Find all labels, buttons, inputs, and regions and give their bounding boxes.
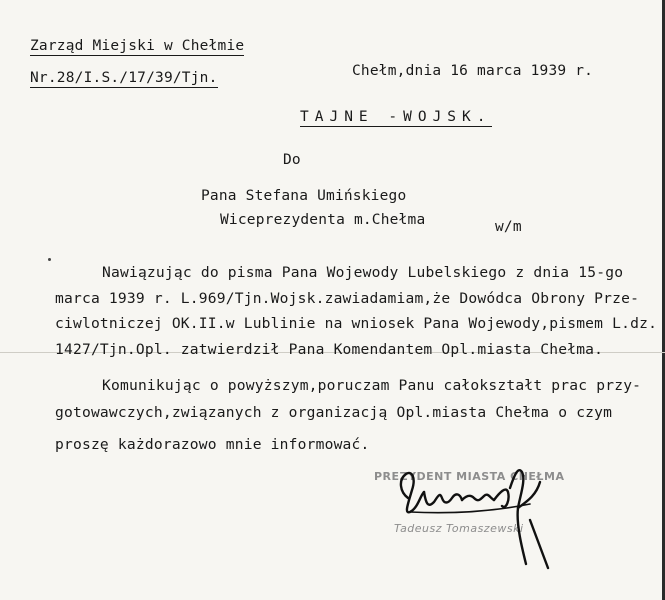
body-line: Komunikując o powyższym,poruczam Panu całokształt prac przy- [102, 377, 642, 394]
body-line: Nawiązując do pisma Pana Wojewody Lubelskiego z dnia 15-go [102, 264, 624, 281]
stamp-line-office: PREZYDENT MIASTA CHEŁMA [374, 470, 565, 483]
stamp-line-name: Tadeusz Tomaszewski [394, 522, 524, 535]
body-line: 1427/Tjn.Opl. zatwierdził Pana Komendantem Opl.miasta Chełma. [55, 341, 604, 358]
handwritten-signature [390, 452, 560, 582]
body-line: proszę każdorazowo mnie informować. [55, 436, 370, 453]
recipient-prefix: Do [283, 152, 301, 168]
recipient-local-mark: w/m [495, 219, 522, 235]
body-line: marca 1939 r. L.969/Tjn.Wojsk.zawiadamiam,że Dowódca Obrony Prze- [55, 290, 640, 307]
reference-number: Nr.28/I.S./17/39/Tjn. [30, 70, 218, 86]
office-name: Zarząd Miejski w Chełmie [30, 38, 245, 54]
classification-mark: TAJNE -WOJSK. [300, 109, 492, 125]
place-and-date: Chełm,dnia 16 marca 1939 r. [352, 63, 594, 79]
body-line: ciwlotniczej OK.II.w Lublinie na wniosek Pana Wojewody,pismem L.dz. [55, 315, 658, 332]
recipient-name: Pana Stefana Umińskiego [201, 188, 407, 204]
body-line: gotowawczych,związanych z organizacją Opl.miasta Chełma o czym [55, 404, 613, 421]
hole-punch-mark [48, 258, 51, 261]
recipient-title: Wiceprezydenta m.Chełma [220, 212, 426, 228]
